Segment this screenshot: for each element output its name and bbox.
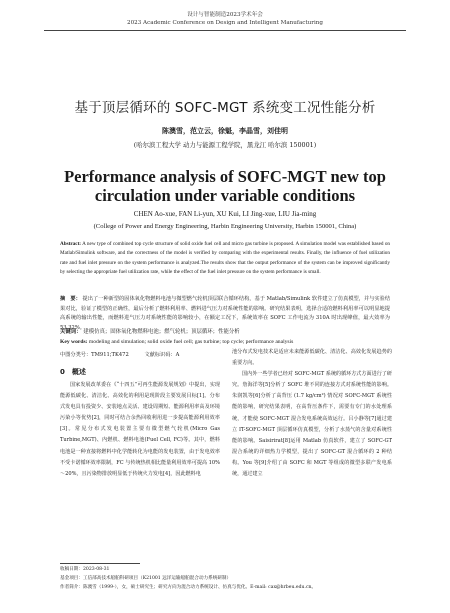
abstract-en-label: Abstract:	[60, 241, 82, 247]
keywords-cn-label: 关键词：	[60, 329, 82, 335]
body-left-column	[60, 380, 220, 480]
journal-header-en: 2023 Academic Conference on Design and Intelligent Manufacturing	[127, 20, 323, 26]
abstract-en	[60, 240, 390, 278]
affiliation-cn: (哈尔滨工程大学 动力与能源工程学院，黑龙江 哈尔滨 150001)	[133, 141, 317, 149]
keywords-en-text: modeling and simulation; solid oxide fuel cell; gas turbine; top cycle; performance analysis	[88, 339, 294, 345]
clc-number: 中图分类号：TM911;TK472	[60, 352, 129, 358]
keywords-cn-text: 建模仿真；固体氧化物燃料电池；燃气轮机；顶层循环；性能分析	[83, 329, 240, 335]
paragraph: 国内外一些学者已经对 SOFC-MGT 系统的循环方式方面进行了研究。詹海洋等[5]分析了 SOFC 堆不同的连接方式对系统性能的影响。朱润凯等[6]分析了高背压 (1.7 kg/cm²) 情况对 SOFC-MGT 系统性能的影响，研究结果表明，在高背压条件下，需要有专门的水处理系统，才能使 SOFC-MGT 混合发电系统高效运行。吕小静等[7]通过建立 IT-SOFC-MGT 顶层循环仿真模型，分析了水蒸气的含量对系统性能的影响。Saisirirat[8]运用 Matlab 仿真软件，建立了 SOFC-GT 混合系统的详细热力学模型，提出了 SOFC-GT 混合循环的 2 种结构。You 等[9]介绍了由 SOFC 和 MGT 等组成的微型多联产发电系统，通过建立	[232, 371, 392, 478]
abstract-cn-label: 摘 要：	[60, 296, 81, 302]
paragraph: 国家发展改革委在《“十四五”可再生能源发展规划》中提出，实现能源低碳化、清洁化、高效化的利用是现阶段主要发展目标[1]。分布式发电具有投资少、安装地点灵活、建设周期短、能源利用率高及环境污染小等优势[2]，同时可结合余热回收利用进一步提高能源利用效率[3]。常见分布式发电装置主要有微型燃气轮机(Micro Gas Turbine,MGT)、内燃机、燃料电池(Fuel Cell, FC)等。其中，燃料电池是一种直接将燃料中化学能转化为电能的发电装置，由于发电效率不受卡诺循环效率限制，FC 与传统热机相比能量利用效率可提高 10%～20%，且污染物排放明显低于传统火力发电[4]，因此燃料电	[60, 382, 220, 477]
footnote-rule	[60, 563, 140, 564]
footnote-funding: 基金项目：工信部高技术船舶科研项目（K21001 远洋运输船舶混合动力系统研制）	[60, 576, 232, 581]
header-rule	[44, 30, 406, 31]
authors-en: CHEN Ao-xue, FAN Li-yun, XU Kui, LI Jing-xue, LIU Jia-ming	[133, 210, 317, 218]
keywords-en	[60, 339, 390, 345]
keywords-en-label: Key words:	[60, 339, 88, 345]
body-right-column	[232, 347, 392, 480]
paragraph: 池分布式发电技术是适应未来能源低碳化、清洁化、高效化发展趋势的重要方向。	[232, 349, 392, 367]
footnote-received: 收稿日期：2023-08-31	[60, 567, 110, 572]
journal-header-cn: 设计与智能制造2023学术年会	[187, 12, 263, 18]
title-cn: 基于顶层循环的 SOFC-MGT 系统变工况性能分析	[74, 100, 376, 116]
keywords-cn	[60, 327, 390, 335]
abstract-en-text: A new type of combined top cycle structure of solid oxide fuel cell and micro gas turbine is proposed. A simulation model was established based on Matlab/Simulink software, and the correctness of the model is verified by comparing with the experimental results. Finally, the influence of fuel utilization rate and fuel inlet pressure on the system performance is analyzed.The results show that the output performance of the system can be improved significantly by selecting the appropriate fuel utilization rate, while the effect of the fuel inlet pressure on the system performance is small.	[60, 241, 391, 276]
doc-code: 文献标识码：A	[144, 352, 180, 358]
title-en: Performance analysis of SOFC-MGT new top circulation under variable conditions	[64, 167, 386, 205]
abstract-cn-text: 提出了一种新型的固体氧化物燃料电池与微型燃气轮机顶层联合循环结构，基于 Matlab/Simulink 软件建立了仿真模型，并与实验结果对比，验证了模型的正确性，最后分析了燃料利用率、燃料进气压力对系统性能的影响。研究结果表明，选择合适的燃料利用率可以明显地提高系统的输出性能，而燃料进气压力对系统性能的影响较小，在额定工况下，系统效率在 SOFC 工作电流为 310A 时出现峰值，最大效率为 53.32%。	[60, 296, 391, 331]
authors-cn: 陈澳雪，范立云，徐魁，李晶雪，刘佳明	[162, 126, 288, 135]
section-heading: 0 概述	[60, 368, 86, 376]
footnote-author: 作者简介：陈澳雪（1999-），女，硕士研究生；研究方向为混合动力系统设计、仿真与优化。E-mail: cax@hrbeu.edu.cn。	[60, 585, 317, 590]
affiliation-en: (College of Power and Energy Engineering, Harbin Engineering University, Harbin 150001, China)	[93, 223, 357, 230]
